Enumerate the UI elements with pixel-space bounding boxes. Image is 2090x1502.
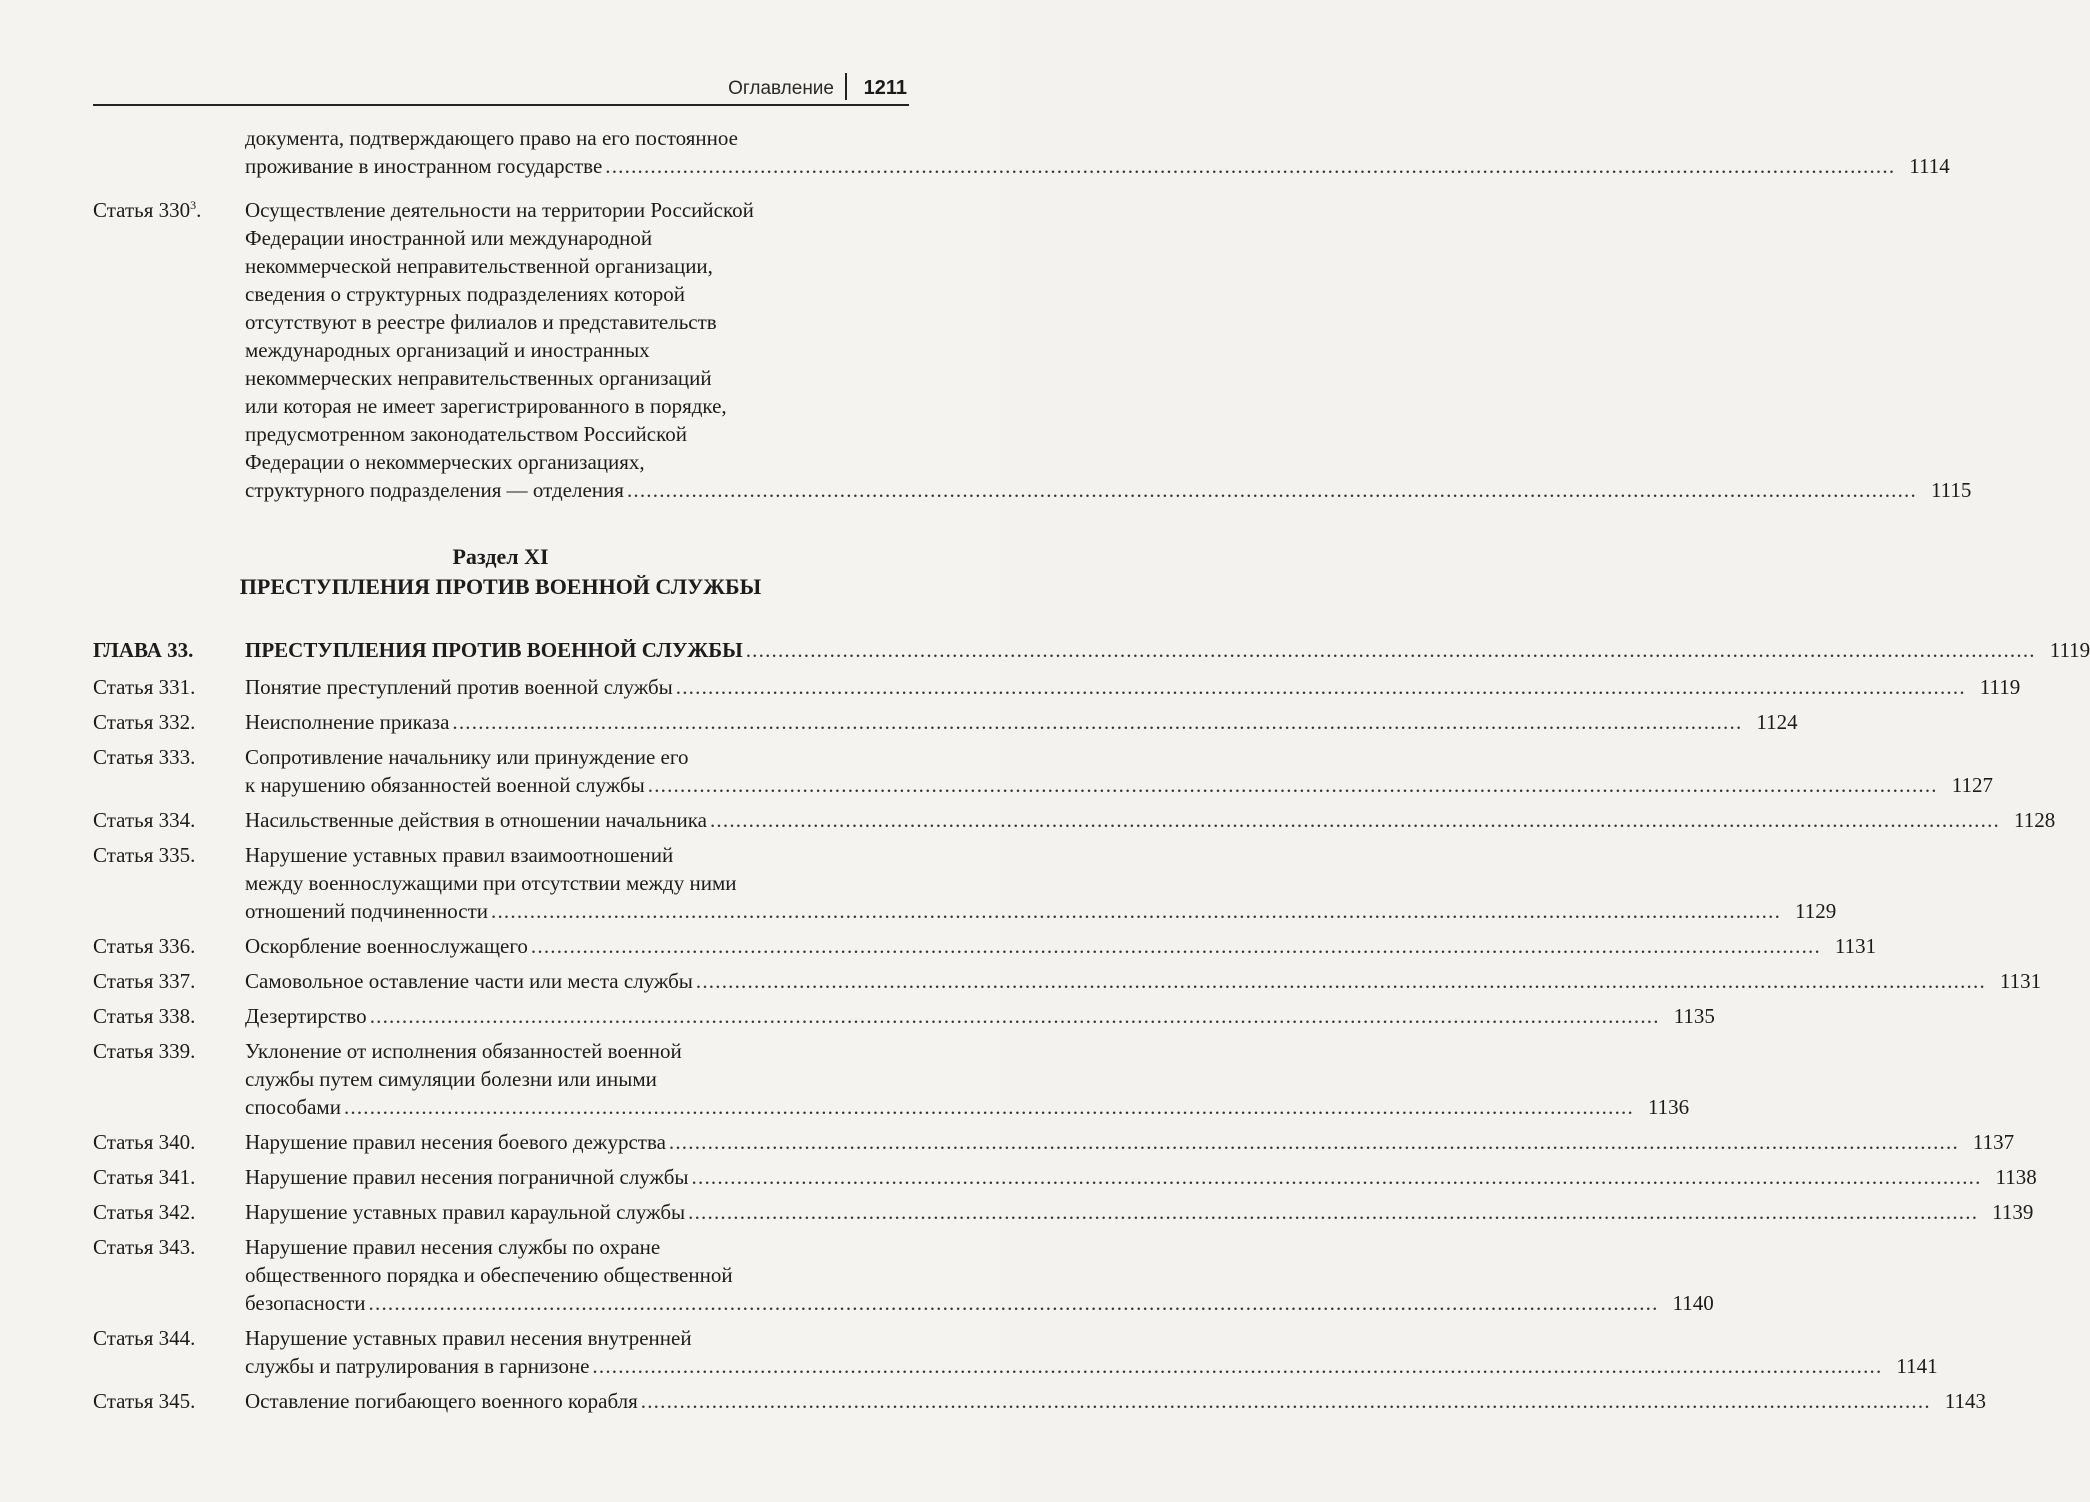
toc-entry-text: проживание в иностранном государстве bbox=[245, 154, 603, 178]
toc-entry-lastline bbox=[245, 1198, 2034, 1226]
toc-entry-text: Оскорбление военнослужащего bbox=[245, 934, 528, 958]
toc-entry-body bbox=[245, 806, 2056, 834]
toc-entry-text: Нарушение правил несения боевого дежурства bbox=[245, 1130, 666, 1154]
toc-entry-article bbox=[93, 673, 2021, 701]
toc-entry-label: Статья 336. bbox=[93, 934, 196, 958]
toc-entry-page: 1138 bbox=[1995, 1165, 2037, 1189]
toc-entry-lastline bbox=[245, 771, 1993, 799]
toc-entry-body bbox=[245, 196, 1972, 504]
toc-entry-lastline bbox=[245, 1128, 2015, 1156]
toc-entry-label: Статья 340. bbox=[93, 1130, 196, 1154]
toc-entry-text: Понятие преступлений против военной службы bbox=[245, 675, 673, 699]
section-heading bbox=[93, 542, 908, 602]
toc-entry-line: международных организаций и иностранных bbox=[245, 338, 650, 362]
toc-entry-label: Статья 341. bbox=[93, 1165, 196, 1189]
toc-entry-lastline bbox=[245, 806, 2056, 834]
toc-entry-chapter-33 bbox=[93, 636, 2090, 664]
toc-entry-page: 1136 bbox=[1647, 1095, 1690, 1119]
toc-entry-text: к нарушению обязанностей военной службы bbox=[245, 773, 645, 797]
leader-dots: ........................................................................................................................................................................................................ bbox=[675, 675, 1966, 699]
toc-entry-page: 1115 bbox=[1930, 478, 1972, 502]
toc-entry-line: некоммерческих неправительственных организаций bbox=[245, 366, 712, 390]
toc-entry-article bbox=[93, 932, 1877, 960]
toc-entry-label: Статья 345. bbox=[93, 1389, 196, 1413]
toc-entry-article bbox=[93, 1324, 1938, 1380]
toc-entry-label: Статья 331. bbox=[93, 675, 196, 699]
toc-content bbox=[93, 124, 2090, 1422]
toc-entry-page: 1124 bbox=[1756, 710, 1798, 734]
toc-entry-article bbox=[93, 1128, 2015, 1156]
toc-entry-page: 1129 bbox=[1795, 899, 1837, 923]
toc-entry-article bbox=[93, 743, 1993, 799]
running-header-title: Оглавление bbox=[728, 78, 834, 99]
toc-entry-page: 1141 bbox=[1896, 1354, 1938, 1378]
leader-dots: ........................................................................................................................................................................................................ bbox=[491, 899, 1782, 923]
toc-entry-article-330-3 bbox=[93, 196, 1972, 504]
toc-entry-page: 1114 bbox=[1909, 154, 1950, 178]
toc-entry-page: 1119 bbox=[1979, 675, 2021, 699]
toc-entry-page: 1128 bbox=[2013, 808, 2056, 832]
toc-entry-lastline bbox=[245, 967, 2042, 995]
toc-entry-page: 1140 bbox=[1672, 1291, 1714, 1315]
leader-dots: ........................................................................................................................................................................................................ bbox=[709, 808, 2000, 832]
toc-entry-body bbox=[245, 841, 1837, 925]
toc-entry-line: службы путем симуляции болезни или иными bbox=[245, 1067, 657, 1091]
leader-dots: ........................................................................................................................................................................................................ bbox=[452, 710, 1743, 734]
toc-entry-label: Статья 339. bbox=[93, 1039, 196, 1063]
toc-entry-article bbox=[93, 1037, 1690, 1121]
toc-entry-line: Нарушение уставных правил несения внутренней bbox=[245, 1326, 692, 1350]
toc-entry-body bbox=[245, 708, 1798, 736]
leader-dots: ........................................................................................................................................................................................................ bbox=[530, 934, 1821, 958]
toc-entry-text: отношений подчиненности bbox=[245, 899, 489, 923]
toc-entry-text: Нарушение уставных правил караульной службы bbox=[245, 1200, 686, 1224]
toc-entry-line: документа, подтверждающего право на его постоянное bbox=[245, 126, 738, 150]
toc-entry-article bbox=[93, 841, 1837, 925]
toc-entry-label: Статья 338. bbox=[93, 1004, 196, 1028]
toc-entry-line: Осуществление деятельности на территории Российской bbox=[245, 198, 754, 222]
toc-entry-label: Статья 337. bbox=[93, 969, 196, 993]
leader-dots: ........................................................................................................................................................................................................ bbox=[626, 478, 1917, 502]
toc-entry-line: некоммерческой неправительственной организации, bbox=[245, 254, 713, 278]
leader-dots: ........................................................................................................................................................................................................ bbox=[647, 773, 1938, 797]
toc-entry-body bbox=[245, 1002, 1715, 1030]
toc-entry-line: Федерации о некоммерческих организациях, bbox=[245, 450, 645, 474]
toc-entry-text: Самовольное оставление части или места службы bbox=[245, 969, 693, 993]
toc-entry-page: 1127 bbox=[1951, 773, 1993, 797]
leader-dots: ........................................................................................................................................................................................................ bbox=[745, 638, 2036, 662]
toc-entry-lastline bbox=[245, 932, 1877, 960]
toc-entry-label: Статья 344. bbox=[93, 1326, 196, 1350]
toc-entry-lastline bbox=[245, 1002, 1715, 1030]
toc-entry-body bbox=[245, 1233, 1714, 1317]
toc-entry-page: 1131 bbox=[1834, 934, 1877, 958]
leader-dots: ........................................................................................................................................................................................................ bbox=[668, 1130, 1959, 1154]
leader-dots: ........................................................................................................................................................................................................ bbox=[691, 1165, 1982, 1189]
leader-dots: ........................................................................................................................................................................................................ bbox=[343, 1095, 1634, 1119]
leader-dots: ........................................................................................................................................................................................................ bbox=[640, 1389, 1931, 1413]
toc-entry-body bbox=[245, 1324, 1938, 1380]
toc-entry-lastline bbox=[245, 673, 2021, 701]
toc-entry-lastline bbox=[245, 1093, 1690, 1121]
leader-dots: ........................................................................................................................................................................................................ bbox=[605, 154, 1896, 178]
toc-entry-lastline bbox=[245, 1163, 2037, 1191]
toc-entry-body bbox=[245, 743, 1993, 799]
leader-dots: ........................................................................................................................................................................................................ bbox=[688, 1200, 1979, 1224]
section-title: ПРЕСТУПЛЕНИЯ ПРОТИВ ВОЕННОЙ СЛУЖБЫ bbox=[239, 574, 762, 599]
toc-entry-text: Оставление погибающего военного корабля bbox=[245, 1389, 638, 1413]
toc-entry-label: Статья 333. bbox=[93, 745, 196, 769]
toc-entry-body bbox=[245, 967, 2042, 995]
toc-entry-line: между военнослужащими при отсутствии между ними bbox=[245, 871, 737, 895]
running-header bbox=[93, 72, 909, 106]
toc-entry-article bbox=[93, 1387, 1986, 1415]
toc-entry-page: 1137 bbox=[1972, 1130, 2015, 1154]
toc-entry-text: Неисполнение приказа bbox=[245, 710, 450, 734]
toc-entry-article bbox=[93, 1002, 1715, 1030]
running-header-page-number: 1211 bbox=[863, 77, 907, 99]
toc-entry-text: Насильственные действия в отношении начальника bbox=[245, 808, 707, 832]
toc-entry-body bbox=[245, 673, 2021, 701]
toc-entry-article bbox=[93, 708, 1798, 736]
articles-list bbox=[93, 673, 2056, 1415]
toc-entry-label: Статья 343. bbox=[93, 1235, 196, 1259]
toc-entry-article bbox=[93, 806, 2056, 834]
toc-entry-line: Нарушение уставных правил взаимоотношений bbox=[245, 843, 674, 867]
toc-entry-lastline bbox=[245, 1387, 1986, 1415]
toc-entry-text: службы и патрулирования в гарнизоне bbox=[245, 1354, 590, 1378]
leader-dots: ........................................................................................................................................................................................................ bbox=[368, 1291, 1659, 1315]
toc-entry-body bbox=[245, 932, 1877, 960]
toc-entry-text: структурного подразделения — отделения bbox=[245, 478, 624, 502]
toc-entry-line: сведения о структурных подразделениях которой bbox=[245, 282, 685, 306]
chapter-page: 1119 bbox=[2049, 638, 2090, 662]
toc-entry-page: 1131 bbox=[1999, 969, 2042, 993]
leader-dots: ........................................................................................................................................................................................................ bbox=[695, 969, 1986, 993]
toc-entry-line: Сопротивление начальнику или принуждение его bbox=[245, 745, 689, 769]
toc-entry-label: Статья 332. bbox=[93, 710, 196, 734]
toc-entry-article bbox=[93, 967, 2042, 995]
toc-entry-body bbox=[245, 1163, 2037, 1191]
toc-entry-lastline bbox=[245, 1289, 1714, 1317]
toc-entry-line: отсутствуют в реестре филиалов и представительств bbox=[245, 310, 717, 334]
toc-entry-text: Дезертирство bbox=[245, 1004, 367, 1028]
toc-entry-body bbox=[245, 1387, 1986, 1415]
toc-entry-label: Статья 342. bbox=[93, 1200, 196, 1224]
toc-entry-label: Статья 335. bbox=[93, 843, 196, 867]
toc-entry-article bbox=[93, 1233, 1714, 1317]
toc-entry-page: 1135 bbox=[1673, 1004, 1715, 1028]
chapter-title: ПРЕСТУПЛЕНИЯ ПРОТИВ ВОЕННОЙ СЛУЖБЫ bbox=[245, 638, 743, 662]
toc-entry-article bbox=[93, 1198, 2034, 1226]
toc-entry-text: способами bbox=[245, 1095, 341, 1119]
toc-entry-line: Уклонение от исполнения обязанностей военной bbox=[245, 1039, 682, 1063]
toc-entry-lastline bbox=[245, 636, 2090, 664]
toc-entry-line: предусмотренном законодательством Российской bbox=[245, 422, 687, 446]
toc-entry-lastline bbox=[245, 1352, 1938, 1380]
toc-entry-text: Нарушение правил несения пограничной службы bbox=[245, 1165, 689, 1189]
section-label: Раздел XI bbox=[452, 544, 549, 569]
toc-entry-line: Федерации иностранной или международной bbox=[245, 226, 653, 250]
toc-entry-text: безопасности bbox=[245, 1291, 366, 1315]
toc-entry-body bbox=[245, 1198, 2034, 1226]
toc-entry-lastline bbox=[245, 476, 1972, 504]
running-header-separator bbox=[845, 73, 847, 100]
toc-entry-body bbox=[245, 1128, 2015, 1156]
leader-dots: ........................................................................................................................................................................................................ bbox=[592, 1354, 1883, 1378]
toc-entry-line: Нарушение правил несения службы по охране bbox=[245, 1235, 661, 1259]
toc-entry-label: Статья 334. bbox=[93, 808, 196, 832]
chapter-label: ГЛАВА 33. bbox=[93, 638, 194, 662]
toc-entry-article bbox=[93, 1163, 2037, 1191]
toc-entry-body bbox=[245, 124, 1950, 180]
toc-entry-body bbox=[245, 1037, 1690, 1121]
toc-entry-lastline bbox=[245, 152, 1950, 180]
toc-entry-continuation bbox=[93, 124, 1950, 180]
toc-entry-line: или которая не имеет зарегистрированного в порядке, bbox=[245, 394, 727, 418]
toc-entry-line: общественного порядка и обеспечению общественной bbox=[245, 1263, 733, 1287]
toc-entry-lastline bbox=[245, 708, 1798, 736]
toc-entry-page: 1143 bbox=[1944, 1389, 1986, 1413]
toc-entry-page: 1139 bbox=[1992, 1200, 2034, 1224]
toc-entry-lastline bbox=[245, 897, 1837, 925]
toc-entry-label: Статья $330^3$. bbox=[93, 198, 202, 222]
leader-dots: ........................................................................................................................................................................................................ bbox=[369, 1004, 1660, 1028]
